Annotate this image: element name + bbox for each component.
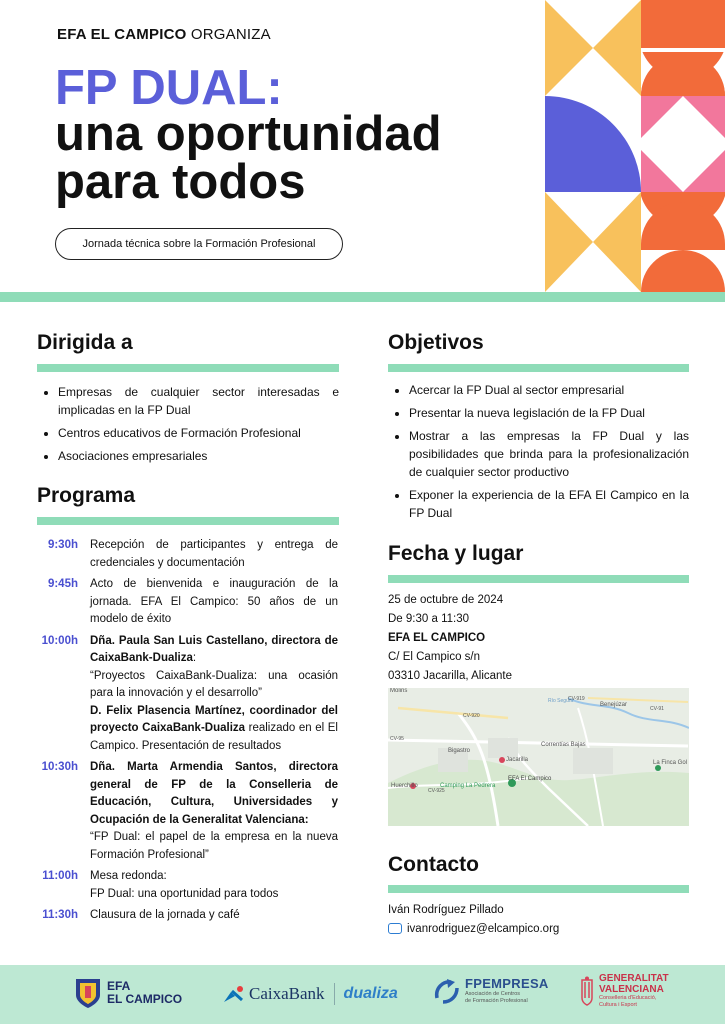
gva-line1: GENERALITAT: [599, 973, 669, 984]
list-item: • Empresas de cualquier sector interesadas e implicadas en la FP Dual: [58, 383, 339, 419]
fpempresa-sub2: de Formación Profesional: [465, 998, 528, 1004]
title-line-2: una oportunidad: [55, 107, 442, 161]
program-text: Mesa redonda: FP Dual: una oportunidad para todos: [90, 870, 279, 900]
objetivos-list: [391, 381, 689, 527]
map-label: Camping La Pedrera: [440, 783, 496, 789]
map-label: Molins: [390, 688, 408, 694]
header-divider-band: [0, 292, 725, 302]
objetivos-heading: Objetivos: [388, 331, 484, 354]
talk-title: “FP Dual: el papel de la empresa en la nueva Formación Profesional”: [90, 831, 338, 861]
geometric-decoration: [545, 0, 725, 292]
event-details: [388, 591, 512, 686]
list-item: • Exponer la experiencia de la EFA El Campico en la FP Dual: [409, 486, 689, 522]
map-drawing: [388, 688, 689, 826]
fecha-heading: Fecha y lugar: [388, 542, 524, 565]
contact-email[interactable]: ivanrodriguez@elcampico.org: [407, 923, 560, 935]
fpempresa-wordmark: FPEMPRESA: [465, 976, 549, 991]
map-label: Jacarilla: [506, 757, 529, 763]
speaker-name: D. Felix Plasencia Martínez, coordinador del proyecto CaixaBank-Dualiza realizado en el El Campico. Presentación de resultados: [90, 704, 338, 752]
program-text: [90, 759, 338, 864]
generalitat-logo: [580, 973, 669, 1009]
program-time: 11:30h: [42, 909, 78, 921]
subtitle-pill: Jornada técnica sobre la Formación Profesional: [55, 228, 343, 260]
program-text: [90, 633, 338, 756]
caixabank-star-icon: [222, 984, 246, 1004]
map-label: Benejúzar: [600, 702, 628, 708]
dirigida-list: [40, 383, 339, 470]
location-map[interactable]: [388, 688, 689, 826]
efa-logo: [75, 977, 182, 1009]
table-row: [36, 868, 338, 903]
map-label: CV-919: [568, 696, 585, 702]
caixabank-logo: [222, 983, 398, 1005]
dirigida-heading: Dirigida a: [37, 331, 133, 354]
caixabank-wordmark: CaixaBank: [249, 984, 325, 1003]
program-text: Recepción de participantes y entrega de credenciales y documentación: [90, 539, 338, 569]
speaker-name: Dña. Paula San Luis Castellano, directora de CaixaBank-Dualiza:: [90, 634, 338, 664]
table-row: [36, 907, 338, 925]
organizer-name: EFA EL CAMPICO: [57, 26, 187, 43]
gva-line2: VALENCIANA: [599, 984, 664, 995]
program-time: 9:30h: [47, 539, 78, 551]
organizer-verb: ORGANIZA: [190, 26, 271, 43]
speaker-name: Dña. Marta Armendia Santos, directora general de FP de la Conselleria de Educación, Cultura, Universidades y Ocupación de la Generalitat Valenciana:: [90, 761, 338, 826]
map-label: Correntías Bajas: [541, 742, 586, 748]
list-item: • Centros educativos de Formación Profesional: [58, 424, 339, 442]
program-time: 10:30h: [41, 761, 78, 773]
map-label: La Finca Gol: [653, 760, 688, 766]
dirigida-underline: [37, 364, 339, 372]
efa-shield-icon: [75, 977, 101, 1009]
program-text: Acto de bienvenida e inauguración de la jornada. EFA El Campico: 50 años de un modelo de éxito: [90, 578, 338, 625]
contacto-underline: [388, 885, 689, 893]
efa-logo-line2: EL CAMPICO: [107, 992, 183, 1006]
map-label: EFA El Campico: [508, 776, 552, 782]
event-street: C/ El Campico s/n: [388, 651, 481, 663]
logo-divider: [334, 983, 335, 1005]
generalitat-crest-icon: [580, 976, 594, 1006]
programa-heading: Programa: [37, 484, 136, 507]
map-label: CV-920: [463, 713, 480, 719]
fpempresa-sub1: Asociación de Centros: [465, 991, 521, 997]
event-venue: EFA EL CAMPICO: [388, 632, 486, 644]
contact-email-row[interactable]: [388, 920, 559, 939]
efa-logo-line1: EFA: [107, 979, 131, 993]
list-item: • Acercar la FP Dual al sector empresarial: [409, 381, 689, 399]
map-label: CV-95: [390, 736, 404, 742]
gva-sub1: Conselleria d'Educació,: [599, 995, 657, 1001]
dualiza-wordmark: dualiza: [343, 985, 398, 1002]
program-time: 11:00h: [42, 870, 78, 882]
fecha-underline: [388, 575, 689, 583]
mail-icon: [388, 923, 402, 934]
contact-name: Iván Rodríguez Pillado: [388, 904, 504, 916]
map-label: Huerchillo: [391, 783, 418, 789]
map-label: CV-925: [428, 788, 445, 794]
fpempresa-arrow-icon: [433, 978, 461, 1004]
talk-title: “Proyectos CaixaBank-Dualiza: una ocasión para la innovación y el desarrollo”: [90, 669, 338, 699]
title-line-1: FP DUAL:: [55, 61, 283, 115]
title-line-3: para todos: [55, 155, 306, 209]
list-item: • Presentar la nueva legislación de la FP Dual: [409, 404, 689, 422]
program-schedule: [36, 537, 338, 929]
event-hours: De 9:30 a 11:30: [388, 613, 469, 625]
table-row: [36, 759, 338, 864]
table-row: [36, 537, 338, 572]
list-item: • Mostrar a las empresas la FP Dual y las posibilidades que brinda para la profesionalización de cualquier sector productivo: [409, 427, 689, 481]
program-time: 10:00h: [41, 634, 78, 647]
contacto-heading: Contacto: [388, 853, 479, 876]
event-date: 25 de octubre de 2024: [388, 594, 504, 606]
contact-details: [388, 901, 559, 939]
map-label: CV-91: [650, 706, 664, 712]
list-item: • Asociaciones empresariales: [58, 447, 339, 465]
program-text: Clausura de la jornada y café: [90, 909, 240, 921]
organizer-line: [57, 26, 271, 43]
gva-sub2: Cultura i Esport: [599, 1002, 637, 1008]
table-row: [36, 633, 338, 756]
map-label: Bigastro: [448, 748, 471, 754]
sponsor-footer: [0, 965, 725, 1024]
programa-underline: [37, 517, 339, 525]
event-city: 03310 Jacarilla, Alicante: [388, 670, 513, 682]
objetivos-underline: [388, 364, 689, 372]
fpempresa-logo: [433, 976, 549, 1005]
map-label: Río Segura: [548, 698, 574, 704]
program-time: 9:45h: [47, 578, 78, 590]
table-row: [36, 576, 338, 629]
